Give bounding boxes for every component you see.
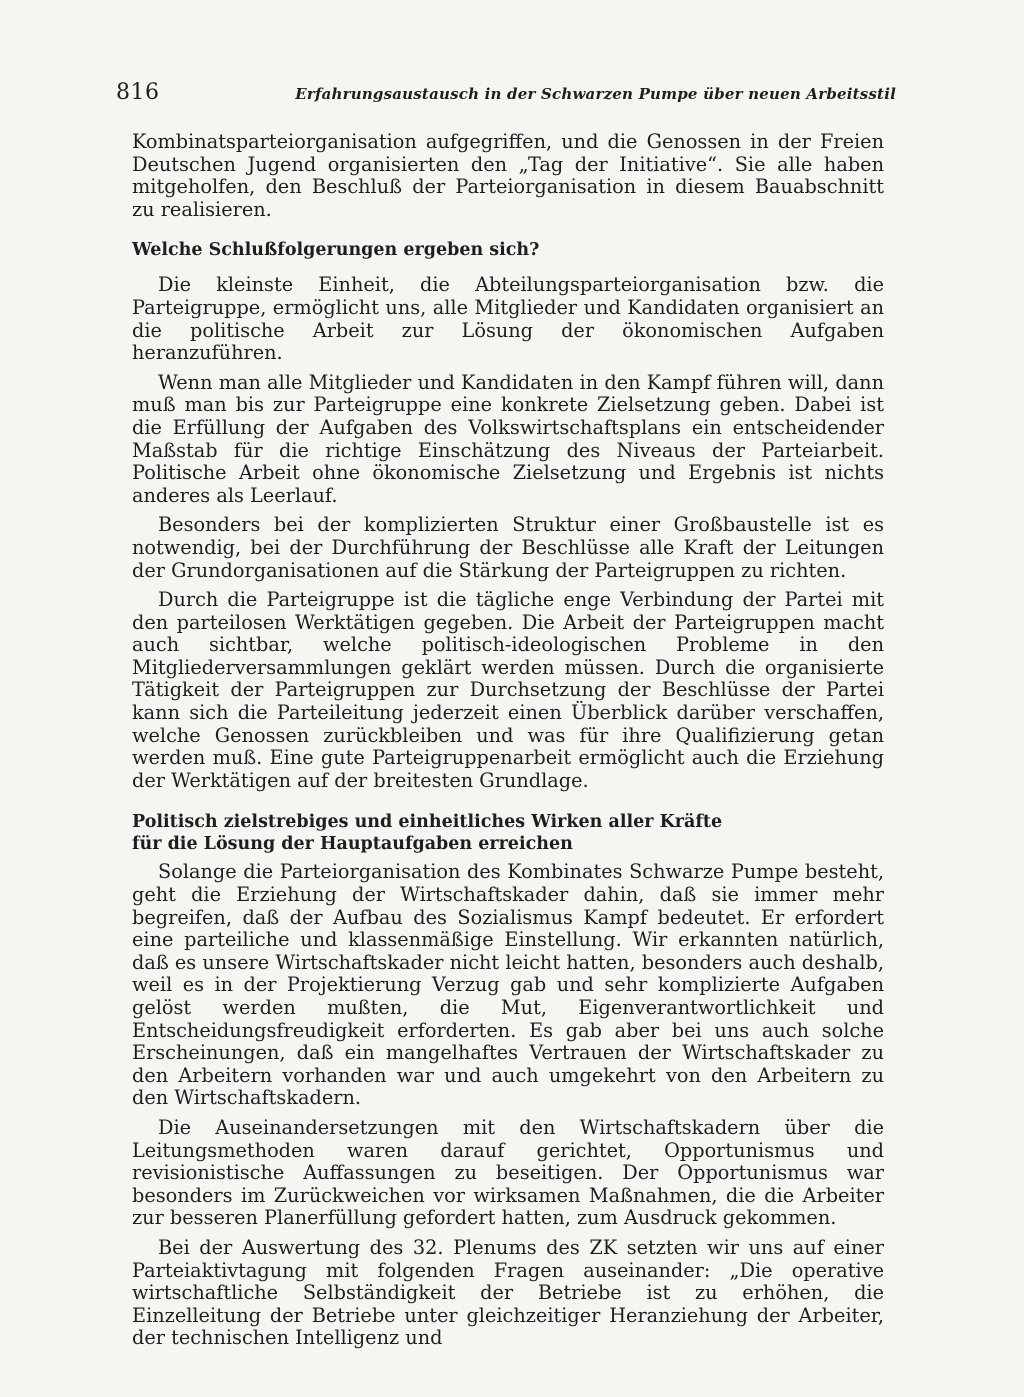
paragraph: Die Auseinandersetzungen mit den Wirtschaftskadern über die Leitungsmethoden waren darauf gerichtet, Opportunismus und revisionistische Auffassungen zu beseitigen. Der Opportunismus war besonders im Zurückweichen vor wirksamen Maßnahmen, die die Arbeiter zur besseren Planerfüllung gefordert hatten, zum Ausdruck gekommen. <box>132 1115 884 1230</box>
paragraph: Solange die Parteiorganisation des Kombinates Schwarze Pumpe besteht, geht die Erziehung der Wirtschaftskader dahin, daß sie immer mehr begreifen, daß der Aufbau des Sozialismus Kampf bedeutet. Er erfordert eine parteiliche und klassenmäßige Einstellung. Wir erkannten natürlich, daß es unsere Wirtschaftskader nicht leicht hatten, besonders auch deshalb, weil es in der Projektierung Verzug gab und sehr komplizierte Aufgaben gelöst werden mußten, die Mut, Eigenverantwortlichkeit und Entscheidungsfreudigkeit erforderten. Es gab aber bei uns auch solche Erscheinungen, daß ein mangelhaftes Vertrauen der Wirtschaftskader zu den Arbeitern vorhanden war und auch umgekehrt von den Arbeitern zu den Wirtschaftskadern. <box>132 860 884 1110</box>
section-heading-main-tasks <box>132 811 732 855</box>
section-heading-line: für die Lösung der Hauptaufgaben erreichen <box>132 834 573 855</box>
running-title: Erfahrungsaustausch in der Schwarzen Pumpe über neuen Arbeitsstil <box>295 85 896 103</box>
paragraph: Durch die Parteigruppe ist die tägliche enge Verbindung der Partei mit den parteilosen Werktätigen gegeben. Die Arbeit der Parteigruppen macht auch sichtbar, welche politisch-ideologischen Probleme in den Mitgliederversammlungen geklärt werden müssen. Durch die organisierte Tätigkeit der Parteigruppen zur Durchsetzung der Beschlüsse der Partei kann sich die Parteileitung jederzeit einen Überblick darüber verschaffen, welche Genossen zurückbleiben und was für ihre Qualifizierung getan werden muß. Eine gute Parteigruppenarbeit ermöglicht auch die Erziehung der Werktätigen auf der breitesten Grundlage. <box>132 588 884 792</box>
paragraph: Besonders bei der komplizierten Struktur einer Großbaustelle ist es notwendig, bei der Durchführung der Beschlüsse alle Kraft der Leitungen der Grundorganisationen auf die Stärkung der Parteigruppen zu richten. <box>132 513 884 582</box>
body-text <box>132 131 884 1357</box>
paragraph: Die kleinste Einheit, die Abteilungsparteiorganisation bzw. die Parteigruppe, ermöglicht uns, alle Mitglieder und Kandidaten organisiert an die politische Arbeit zur Lösung der ökonomischen Aufgaben heranzuführen. <box>132 273 884 365</box>
section-heading-conclusions: Welche Schlußfolgerungen ergeben sich? <box>132 240 540 261</box>
page-header <box>116 80 896 110</box>
paragraph-continued: Kombinatsparteiorganisation aufgegriffen, und die Genossen in der Freien Deutschen Jugend organisierten den „Tag der Initiative“. Sie alle haben mitgeholfen, den Beschluß der Parteiorganisation in diesem Bauabschnitt zu realisieren. <box>132 130 884 221</box>
section-heading-line: Politisch zielstrebiges und einheitliches Wirken aller Kräfte <box>132 812 723 833</box>
paragraph: Wenn man alle Mitglieder und Kandidaten in den Kampf führen will, dann muß man bis zur Parteigruppe eine konkrete Zielsetzung geben. Dabei ist die Erfüllung der Aufgaben des Volkswirtschaftsplans ein entscheidender Maßstab für die richtige Einschätzung des Niveaus der Parteiarbeit. Politische Arbeit ohne ökonomische Zielsetzung und Ergebnis ist nichts anderes als Leerlauf. <box>132 370 884 507</box>
paragraph: Bei der Auswertung des 32. Plenums des ZK setzten wir uns auf einer Parteiaktivtagung mit folgenden Fragen auseinander: „Die operative wirtschaftliche Selbständigkeit der Betriebe ist zu erhöhen, die Einzelleitung der Betriebe unter gleichzeitiger Heranziehung der Arbeiter, der technischen Intelligenz und <box>132 1235 884 1350</box>
page-number: 816 <box>116 80 160 105</box>
